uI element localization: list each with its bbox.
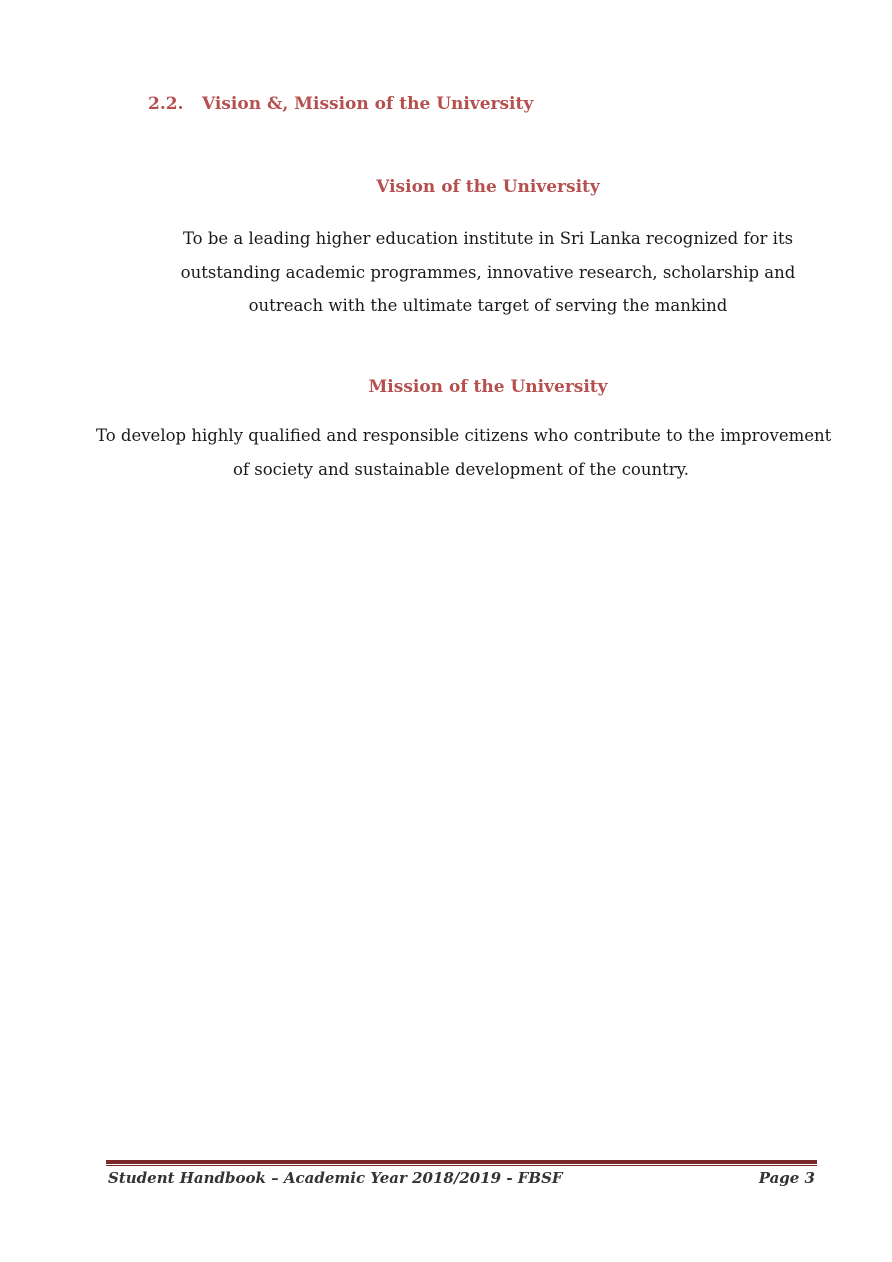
vision-line: outreach with the ultimate target of serving the mankind (248, 296, 728, 315)
section-heading (148, 94, 533, 114)
footer-rule (106, 1160, 817, 1164)
footer-page-number: Page 3 (758, 1169, 815, 1187)
vision-line: outstanding academic programmes, innovative research, scholarship and (180, 262, 796, 282)
footer-document-title: Student Handbook – Academic Year 2018/2019 - FBSF (108, 1169, 563, 1187)
mission-line: To develop highly qualified and responsible citizens who contribute to the improvement (96, 426, 832, 445)
vision-line: To be a leading higher education institute in Sri Lanka recognized for its (182, 229, 794, 248)
mission-line: of society and sustainable development of the country. (232, 459, 690, 479)
section-number: 2.2. (148, 94, 184, 114)
footer-rule-thin (106, 1165, 817, 1166)
mission-statement (96, 419, 832, 486)
mission-heading: Mission of the University (368, 377, 608, 397)
vision-heading: Vision of the University (376, 177, 600, 197)
section-title: Vision &, Mission of the University (202, 94, 534, 114)
vision-statement (180, 222, 796, 323)
